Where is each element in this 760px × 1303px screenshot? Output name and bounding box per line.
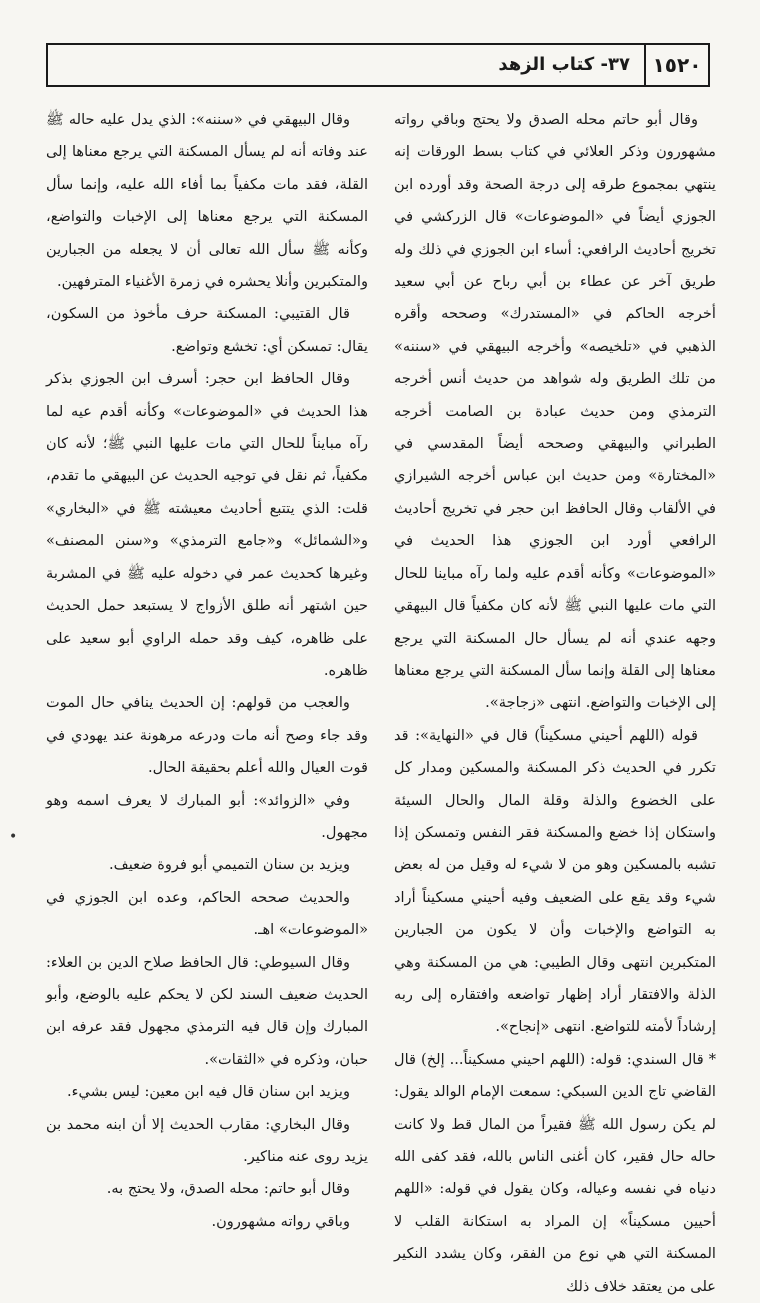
paragraph: والعجب من قولهم: إن الحديث ينافي حال الموت وقد جاء وصح أنه مات ودرعه مرهونة عند يهودي في قوت العيال والله أعلم بحقيقة الحال. — [46, 694, 368, 777]
right-column — [394, 104, 716, 1303]
paragraph: قوله (اللهم أحيني مسكيناً) قال في «النهاية»: قد تكرر في الحديث ذكر المسكنة والمسكين ومدار كل على الخضوع والذلة وقلة المال والحال السيئة واستكان إذا خضع والمسكنة فقر النفس وتمسكن إذا تشبه بالمسكين وهو من لا شيء له وقيل من له بعض شيء وقد يقع على الضعيف وفيه أحيني مسكيناً أراد به التواضع والإخبات وأن لا يكون من الجبارين المتكبرين انتهى وقال الطيبي: هي من المسكنة وهي الذلة والافتقار أراد إظهار تواضعه وافتقاره إلى ربه إرشاداً لأمته للتواضع. انتهى «إنجاح». — [394, 726, 716, 1036]
page-header — [46, 43, 710, 87]
paragraph: وقال السيوطي: قال الحافظ صلاح الدين بن العلاء: الحديث ضعيف السند لكن لا يحكم عليه بالوضع، وأبو المبارك وإن قال فيه الترمذي مجهول فقد عرفه ابن حبان، وذكره في «الثقات». — [46, 953, 368, 1068]
page-number: ١٥٢٠ — [644, 45, 708, 85]
paragraph: ويزيد بن سنان التميمي أبو فروة ضعيف. — [109, 856, 350, 874]
paragraph: وفي «الزوائد»: أبو المبارك لا يعرف اسمه وهو مجهول. — [46, 791, 368, 841]
margin-mark: • — [9, 829, 18, 845]
paragraph: والحديث صححه الحاكم، وعده ابن الجوزي في «الموضوعات» اهـ. — [46, 888, 368, 939]
paragraph: وقال أبو حاتم محله الصدق ولا يحتج وباقي رواته مشهورون وذكر العلائي في كتاب بسط الورقات إنه ينتهي بمجموع طرقه إلى درجة الصحة وقد أورده ابن الجوزي أيضاً في «الموضوعات» قال الزركشي في تخريج أحاديث الرافعي: أساء ابن الجوزي في ذلك وله طريق آخر عن عطاء بن أبي رباح عن أبي سعيد أخرجه الحاكم في «المستدرك» وصححه وأقره الذهبي في «تلخيصه» وأخرجه البيهقي في «سننه» من تلك الطريق وله شواهد من حديث أنس أخرجه الترمذي ومن حديث عبادة بن الصامت أخرجه الطبراني والبيهقي وصححه أيضاً المقدسي في «المختارة» ومن حديث ابن عباس أخرجه الشيرازي في الألقاب وقال الحافظ ابن حجر في تخريج أحاديث الرافعي أورد ابن الجوزي هذا الحديث في «الموضوعات» وكأنه أقدم عليه ولما رآه مباينا للحال التي مات عليها النبي ﷺ لأنه كان مكفياً قال البيهقي وجهه عندي أنه لم يسأل حال المسكنة التي يرجع معناها إلى القلة وإنما سأل المسكنة التي يرجع معناها إلى الإخبات والتواضع. انتهى «زجاجة». — [394, 111, 716, 712]
paragraph: ويزيد ابن سنان قال فيه ابن معين: ليس بشيء. — [67, 1083, 350, 1101]
paragraph: وباقي رواته مشهورون. — [211, 1212, 350, 1230]
paragraph: وقال البخاري: مقارب الحديث إلا أن ابنه محمد بن يزيد روى عنه مناكير. — [46, 1115, 368, 1165]
chapter-title: ٣٧- كتاب الزهد — [498, 54, 630, 75]
paragraph: * قال السندي: قوله: (اللهم احيني مسكيناً... إلخ) قال القاضي تاج الدين السبكي: سمعت الإمام الوالد يقول: لم يكن رسول الله ﷺ فقيراً من المال قط ولا كانت حاله حال فقير، كان أغنى الناس بالله، فقد كفى الله دنياه في نفسه وعياله، وكان يقول في قوله: «اللهم أحيين مسكيناً» إن المراد به استكانة القلب لا المسكنة التي هي نوع من الفقر، وكان يشدد النكير على من يعتقد خلاف ذلك — [394, 1050, 716, 1295]
paragraph: وقال أبو حاتم: محله الصدق، ولا يحتج به. — [106, 1180, 350, 1198]
paragraph: قال القتيبي: المسكنة حرف مأخوذ من السكون، يقال: تمسكن أي: تخشع وتواضع. — [46, 305, 368, 355]
paragraph: وقال البيهقي في «سننه»: الذي يدل عليه حاله ﷺ عند وفاته أنه لم يسأل المسكنة التي يرجع معناها إلى القلة، فقد مات مكفياً بما أفاء الله عليه، وإنما سأل المسكنة التي يرجع معناها إلى الإخبات والتواضع، وكأنه ﷺ سأل الله تعالى أن لا يجعله من الجبارين والمتكبرين وأنلا يحشره في زمرة الأغنياء المترفهين. — [46, 111, 368, 291]
left-column — [46, 104, 368, 1238]
paragraph: وقال الحافظ ابن حجر: أسرف ابن الجوزي بذكر هذا الحديث في «الموضوعات» وكأنه أقدم عيه لما رآه مبايناً للحال التي مات عليها النبي ﷺ؛ لأنه كان مكفياً، ثم نقل في توجيه الحديث عن البيهقي ما تقدم، قلت: الذي يتتبع أحاديث معيشته ﷺ في «البخاري» و«الشمائل» و«جامع الترمذي» و«سنن المصنف» وغيرها كحديث عمر في دخوله عليه ﷺ في المشربة حين اشتهر أنه طلق الأزواج لا يستبعد حمل الحديث على ظاهره، كيف وقد حمله الراوي أبو سعيد على ظاهره. — [46, 370, 368, 679]
